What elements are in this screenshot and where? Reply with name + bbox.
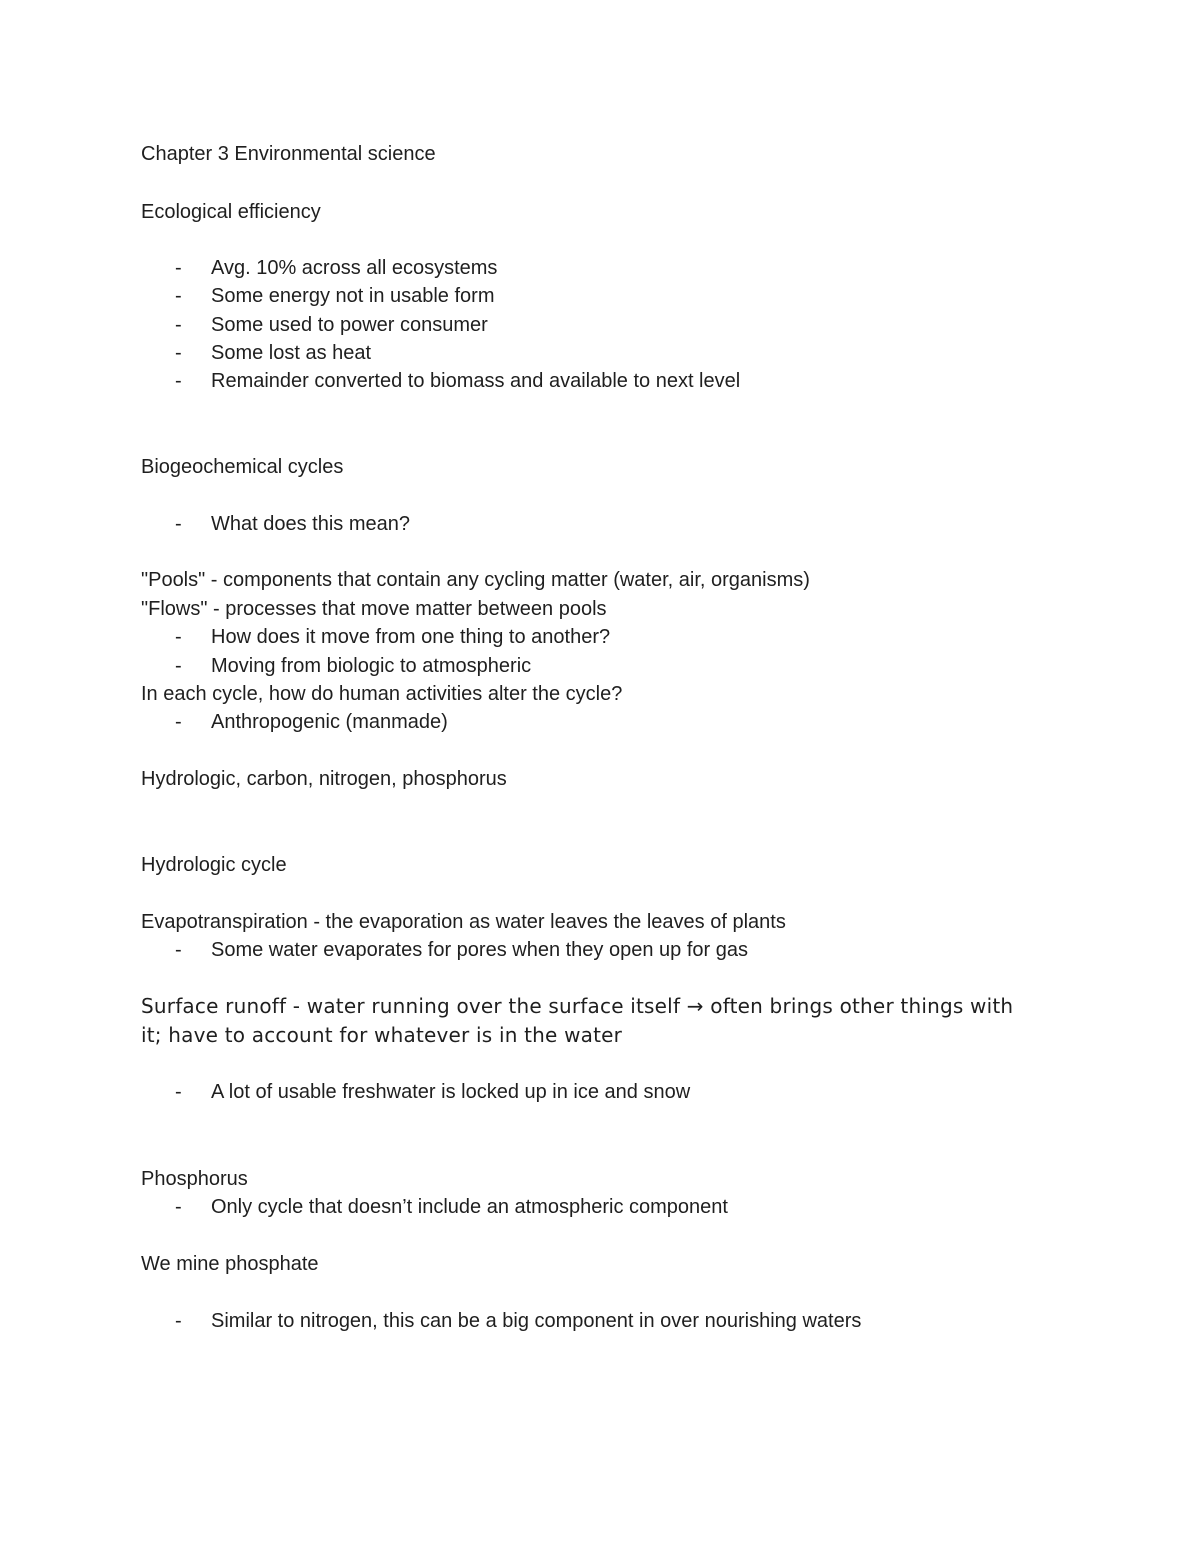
list-item xyxy=(141,282,1041,310)
bullet-marker: - xyxy=(175,513,182,535)
document-title: Chapter 3 Environmental science xyxy=(141,143,436,165)
bullet-marker: - xyxy=(175,314,182,336)
list-item-text: Similar to nitrogen, this can be a big component in over nourishing waters xyxy=(211,1310,862,1332)
bullet-marker: - xyxy=(175,1310,182,1332)
bullet-marker: - xyxy=(175,257,182,279)
list-item-text: Moving from biologic to atmospheric xyxy=(211,655,532,677)
list-item-text: What does this mean? xyxy=(211,513,410,535)
bullet-marker: - xyxy=(175,939,182,961)
section-heading-hydrologic: Hydrologic cycle xyxy=(141,854,287,876)
paragraph-mine-phosphate: We mine phosphate xyxy=(141,1253,319,1275)
paragraph-flows: "Flows" - processes that move matter between pools xyxy=(141,598,607,620)
list-item-text: How does it move from one thing to another? xyxy=(211,626,611,648)
bullet-marker: - xyxy=(175,342,182,364)
list-item xyxy=(141,623,1041,651)
list-item-text: Some energy not in usable form xyxy=(211,285,495,307)
list-item xyxy=(141,936,1041,964)
list-item xyxy=(141,367,1041,395)
bullet-marker: - xyxy=(175,655,182,677)
list-item xyxy=(141,311,1041,339)
list-item-text: Some lost as heat xyxy=(211,342,372,364)
bullet-marker: - xyxy=(175,370,182,392)
list-item-text: Avg. 10% across all ecosystems xyxy=(211,257,498,279)
list-item-text: Only cycle that doesn’t include an atmospheric component xyxy=(211,1196,728,1218)
section-heading-ecological-efficiency: Ecological efficiency xyxy=(141,201,321,223)
list-item xyxy=(141,708,1041,736)
list-item xyxy=(141,254,1041,282)
bullet-marker: - xyxy=(175,1196,182,1218)
bullet-marker: - xyxy=(175,626,182,648)
paragraph-human-activities: In each cycle, how do human activities alter the cycle? xyxy=(141,683,623,705)
list-item-text: Remainder converted to biomass and available to next level xyxy=(211,370,741,392)
paragraph-surface-runoff: Surface runoff - water running over the surface itself → often brings other things with it; have to account for whatever is in the water xyxy=(141,994,1014,1047)
list-item xyxy=(141,652,1041,680)
paragraph-pools: "Pools" - components that contain any cycling matter (water, air, organisms) xyxy=(141,569,810,591)
bullet-marker: - xyxy=(175,285,182,307)
list-item-text: A lot of usable freshwater is locked up in ice and snow xyxy=(211,1081,691,1103)
paragraph-evapotranspiration: Evapotranspiration - the evaporation as water leaves the leaves of plants xyxy=(141,911,786,933)
section-heading-biogeochemical: Biogeochemical cycles xyxy=(141,456,344,478)
list-item xyxy=(141,1193,1041,1221)
bullet-marker: - xyxy=(175,1081,182,1103)
list-item xyxy=(141,1078,1041,1106)
list-item xyxy=(141,510,1041,538)
paragraph-cycles-list: Hydrologic, carbon, nitrogen, phosphorus xyxy=(141,768,507,790)
section-heading-phosphorus: Phosphorus xyxy=(141,1168,248,1190)
list-item-text: Some water evaporates for pores when they open up for gas xyxy=(211,939,748,961)
list-item xyxy=(141,1307,1041,1335)
list-item-text: Some used to power consumer xyxy=(211,314,488,336)
list-item xyxy=(141,339,1041,367)
list-item-text: Anthropogenic (manmade) xyxy=(211,711,448,733)
bullet-marker: - xyxy=(175,711,182,733)
